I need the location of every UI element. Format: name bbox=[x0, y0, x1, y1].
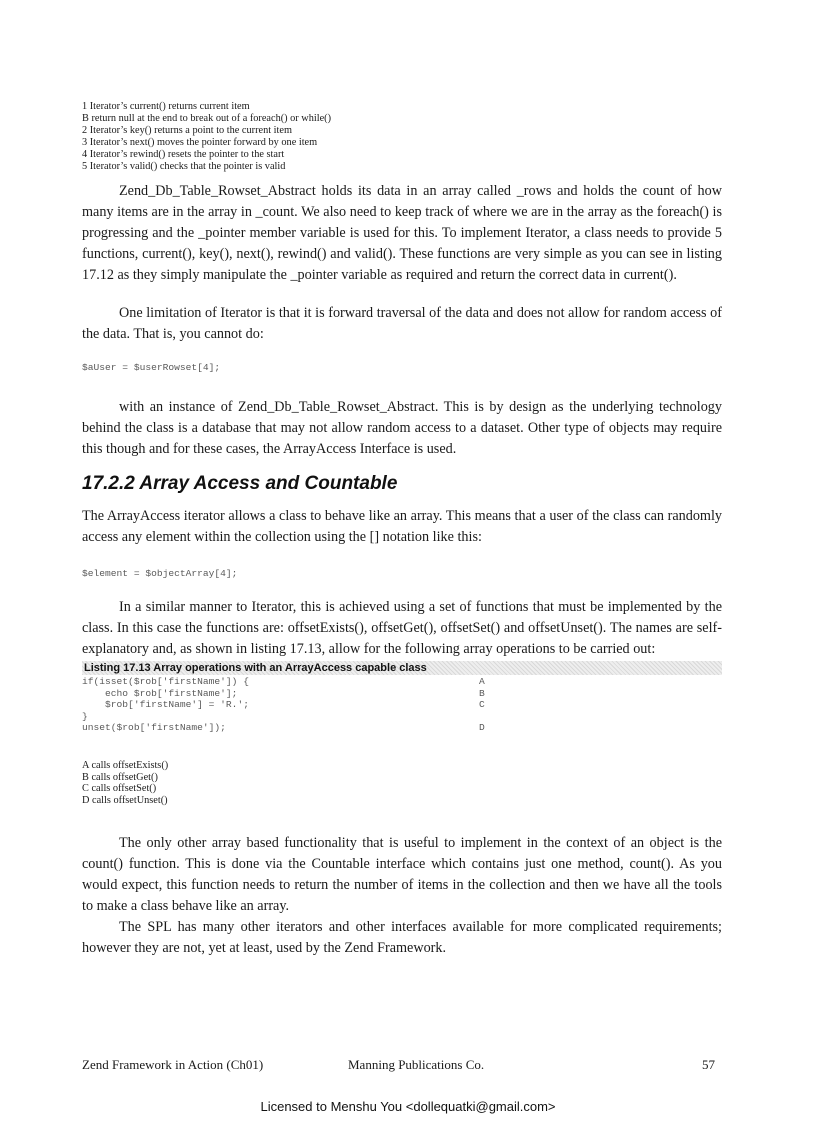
note-line: 4 Iterator’s rewind() resets the pointer to the start bbox=[82, 149, 285, 160]
annotation-line: D calls offsetUnset() bbox=[82, 794, 168, 806]
paragraph-arrayaccess-intro: with an instance of Zend_Db_Table_Rowset_Abstract. This is by design as the underlying technology behind the class is a database that may not allow random access to a dataset. Other type of objects may require this though and for these cases, the ArrayAccess Interface is used. bbox=[82, 399, 722, 457]
license-notice: Licensed to Menshu You <dollequatki@gmail.com> bbox=[260, 1099, 556, 1114]
listing-line bbox=[82, 688, 722, 700]
listing-line bbox=[82, 699, 722, 711]
listing-annotations bbox=[82, 760, 382, 806]
listing-code: if(isset($rob['firstName']) { bbox=[82, 676, 249, 687]
note-line: 5 Iterator’s valid() checks that the pointer is valid bbox=[82, 161, 286, 172]
footer-book-title: Zend Framework in Action (Ch01) bbox=[82, 1057, 264, 1072]
annotation-line: C calls offsetSet() bbox=[82, 783, 157, 794]
note-line: 2 Iterator’s key() returns a point to the current item bbox=[82, 125, 292, 136]
listing-code: unset($rob['firstName']); bbox=[82, 722, 226, 733]
paragraph-rowset-data: Zend_Db_Table_Rowset_Abstract holds its data in an array called _rows and holds the count of how many items are in the array in _count. We also need to keep track of where we are in the array as the foreach() is progressing and the _pointer member variable is used for this. To implement Iterator, a class needs to provide 5 functions, current(), key(), next(), rewind() and valid(). These functions are very simple as you can see in listing 17.12 as they simply manipulate the _pointer variable as required and return the correct data in current(). bbox=[82, 183, 722, 283]
listing-line bbox=[82, 676, 722, 688]
paragraph-spl: The SPL has many other iterators and other interfaces available for more complicated requirements; however they are not, yet at least, used by the Zend Framework. bbox=[82, 919, 722, 956]
note-line: B return null at the end to break out of a foreach() or while() bbox=[82, 113, 332, 124]
paragraph-iterator-limitation: One limitation of Iterator is that it is forward traversal of the data and does not allow for random access of the data. That is, you cannot do: bbox=[82, 305, 722, 342]
section-heading: 17.2.2 Array Access and Countable bbox=[82, 473, 398, 494]
footer-page-number: 57 bbox=[702, 1057, 715, 1072]
paragraph-countable: The only other array based functionality that is useful to implement in the context of an object is the count() function. This is done via the Countable interface which contains just one method, count(). As you would expect, this function needs to return the number of items in the collection and then we have all the tools to make a class behave like an array. bbox=[82, 835, 722, 914]
code-listing bbox=[82, 676, 722, 734]
annotation-line: A calls offsetExists() bbox=[82, 760, 169, 771]
code-snippet-object-array: $element = $objectArray[4]; bbox=[82, 568, 238, 579]
paragraph-arrayaccess-description: The ArrayAccess iterator allows a class to behave like an array. This means that a user of the class can randomly access any element within the collection using the [] notation like this: bbox=[82, 508, 722, 545]
listing-code: echo $rob['firstName']; bbox=[82, 687, 238, 699]
listing-line bbox=[82, 722, 722, 734]
annotation-line: B calls offsetGet() bbox=[82, 771, 158, 783]
listing-marker: C bbox=[479, 699, 485, 710]
listing-code: $rob['firstName'] = 'R.'; bbox=[82, 699, 249, 710]
paragraph-offset-functions: In a similar manner to Iterator, this is achieved using a set of functions that must be implemented by the class. In this case the functions are: offsetExists(), offsetGet(), offsetSet() and offsetUnset(). The names are self-explanatory and, as shown in listing 17.13, allow for the following array operations to be carried out: bbox=[82, 599, 722, 657]
footer-publisher: Manning Publications Co. bbox=[348, 1057, 485, 1072]
listing-line bbox=[82, 711, 722, 723]
note-line: 1 Iterator’s current() returns current item bbox=[82, 101, 250, 112]
listing-title: Listing 17.13 Array operations with an ArrayAccess capable class bbox=[82, 661, 722, 675]
note-line: 3 Iterator’s next() moves the pointer forward by one item bbox=[82, 137, 318, 148]
listing-marker: D bbox=[479, 722, 485, 733]
listing-code: } bbox=[82, 710, 88, 722]
listing-marker: B bbox=[479, 687, 485, 699]
listing-notes bbox=[82, 101, 722, 173]
code-snippet-user-rowset: $aUser = $userRowset[4]; bbox=[82, 362, 221, 373]
listing-marker: A bbox=[479, 676, 485, 687]
